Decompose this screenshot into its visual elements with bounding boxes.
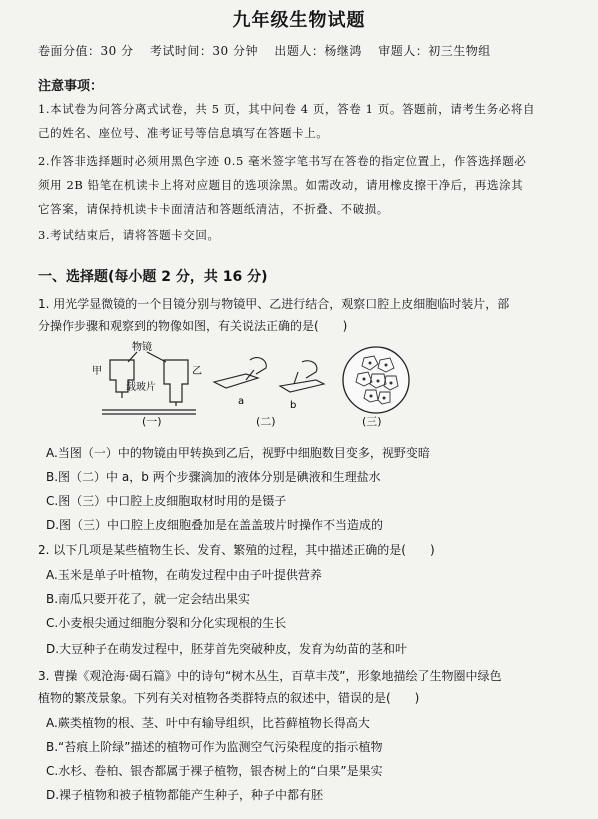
notice-line: 须用 2B 铅笔在机读卡上将对应题目的选项涂黑。如需改动，请用橡皮擦干净后，再选涂其 [38, 178, 524, 192]
q3-option-d: D.裸子植物和被子植物都能产生种子，种子中都有胚 [46, 788, 324, 802]
yi-label: 乙 [192, 366, 202, 377]
figure-3-field-of-view [340, 344, 412, 416]
q1-option-b: B.图（二）中 a，b 两个步骤滴加的液体分别是碘液和生理盐水 [46, 470, 381, 484]
q2-option-c: C.小麦根尖通过细胞分裂和分化实现根的生长 [46, 616, 287, 630]
figure-caption-3: (三) [362, 415, 382, 428]
slide-label: 载玻片 [126, 382, 156, 393]
objective-label: 物镜 [132, 342, 152, 353]
notice-heading: 注意事项： [38, 79, 104, 94]
question-1-stem: 分操作步骤和观察到的物像如图，有关说法正确的是( ) [38, 319, 348, 333]
section-heading: 一、选择题(每小题 2 分，共 16 分) [38, 269, 268, 285]
notice-line: 2.作答非选择题时必须用黑色字迹 0.5 毫米签字笔书写在答卷的指定位置上，作答选择题必 [38, 154, 527, 168]
question-2-stem: 2. 以下几项是某些植物生长、发育、繁殖的过程，其中描述正确的是( ) [38, 543, 435, 557]
q2-option-d: D.大豆种子在萌发过程中，胚芽首先突破种皮，发育为幼苗的茎和叶 [46, 642, 408, 656]
notice-line: 它答案，请保持机读卡卡面清洁和答题纸清洁，不折叠、不破损。 [38, 202, 389, 216]
q1-option-a: A.当图（一）中的物镜由甲转换到乙后，视野中细胞数目变多，视野变暗 [46, 446, 430, 460]
q1-option-c: C.图（三）中口腔上皮细胞取材时用的是镊子 [46, 494, 287, 508]
notice-line: 1.本试卷为问答分离式试卷，共 5 页，其中问卷 4 页，答卷 1 页。答题前，请考生务必将自 [38, 102, 536, 116]
q3-option-c: C.水杉、卷柏、银杏都属于裸子植物，银杏树上的“白果”是果实 [46, 764, 383, 778]
time-info: 考试时间：30 分钟 [149, 44, 259, 58]
q3-option-b: B.“苔痕上阶绿”描述的植物可作为监测空气污染程度的指示植物 [46, 740, 383, 754]
question-3-stem: 植物的繁茂景象。下列有关对植物各类群特点的叙述中，错误的是( ) [38, 691, 420, 705]
reviewer-info: 审题人：初三生物组 [378, 44, 491, 58]
question-1-stem: 1. 用光学显微镜的一个目镜分别与物镜甲、乙进行结合，观察口腔上皮细胞临时装片，部 [38, 297, 510, 311]
q3-option-a: A.蕨类植物的根、茎、叶中有输导组织，比苔藓植物长得高大 [46, 716, 370, 730]
jia-label: 甲 [92, 366, 102, 377]
figure-2-steps [206, 352, 336, 414]
step-a-label: a [238, 396, 245, 407]
q2-option-b: B.南瓜只要开花了，就一定会结出果实 [46, 592, 251, 606]
exam-meta [38, 42, 578, 59]
question-3-stem: 3. 曹操《观沧海·碣石篇》中的诗句“树木丛生，百草丰茂”，形象地描绘了生物圈中绿色 [38, 669, 502, 683]
figure-caption-2: (二) [256, 415, 276, 428]
step-b-label: b [290, 400, 297, 411]
q1-option-d: D.图（三）中口腔上皮细胞叠加是在盖盖玻片时操作不当造成的 [46, 518, 384, 532]
figure-caption-1: (一) [142, 415, 162, 428]
author-info: 出题人：杨继鸿 [274, 44, 362, 58]
notice-line: 3.考试结束后，请将答题卡交回。 [38, 228, 220, 242]
notice-line: 己的姓名、座位号、准考证号等信息填写在答题卡上。 [38, 126, 329, 140]
page-title: 九年级生物试题 [232, 10, 366, 31]
q2-option-a: A.玉米是单子叶植物，在萌发过程中由子叶提供营养 [46, 568, 322, 582]
score-info: 卷面分值：30 分 [38, 44, 134, 58]
